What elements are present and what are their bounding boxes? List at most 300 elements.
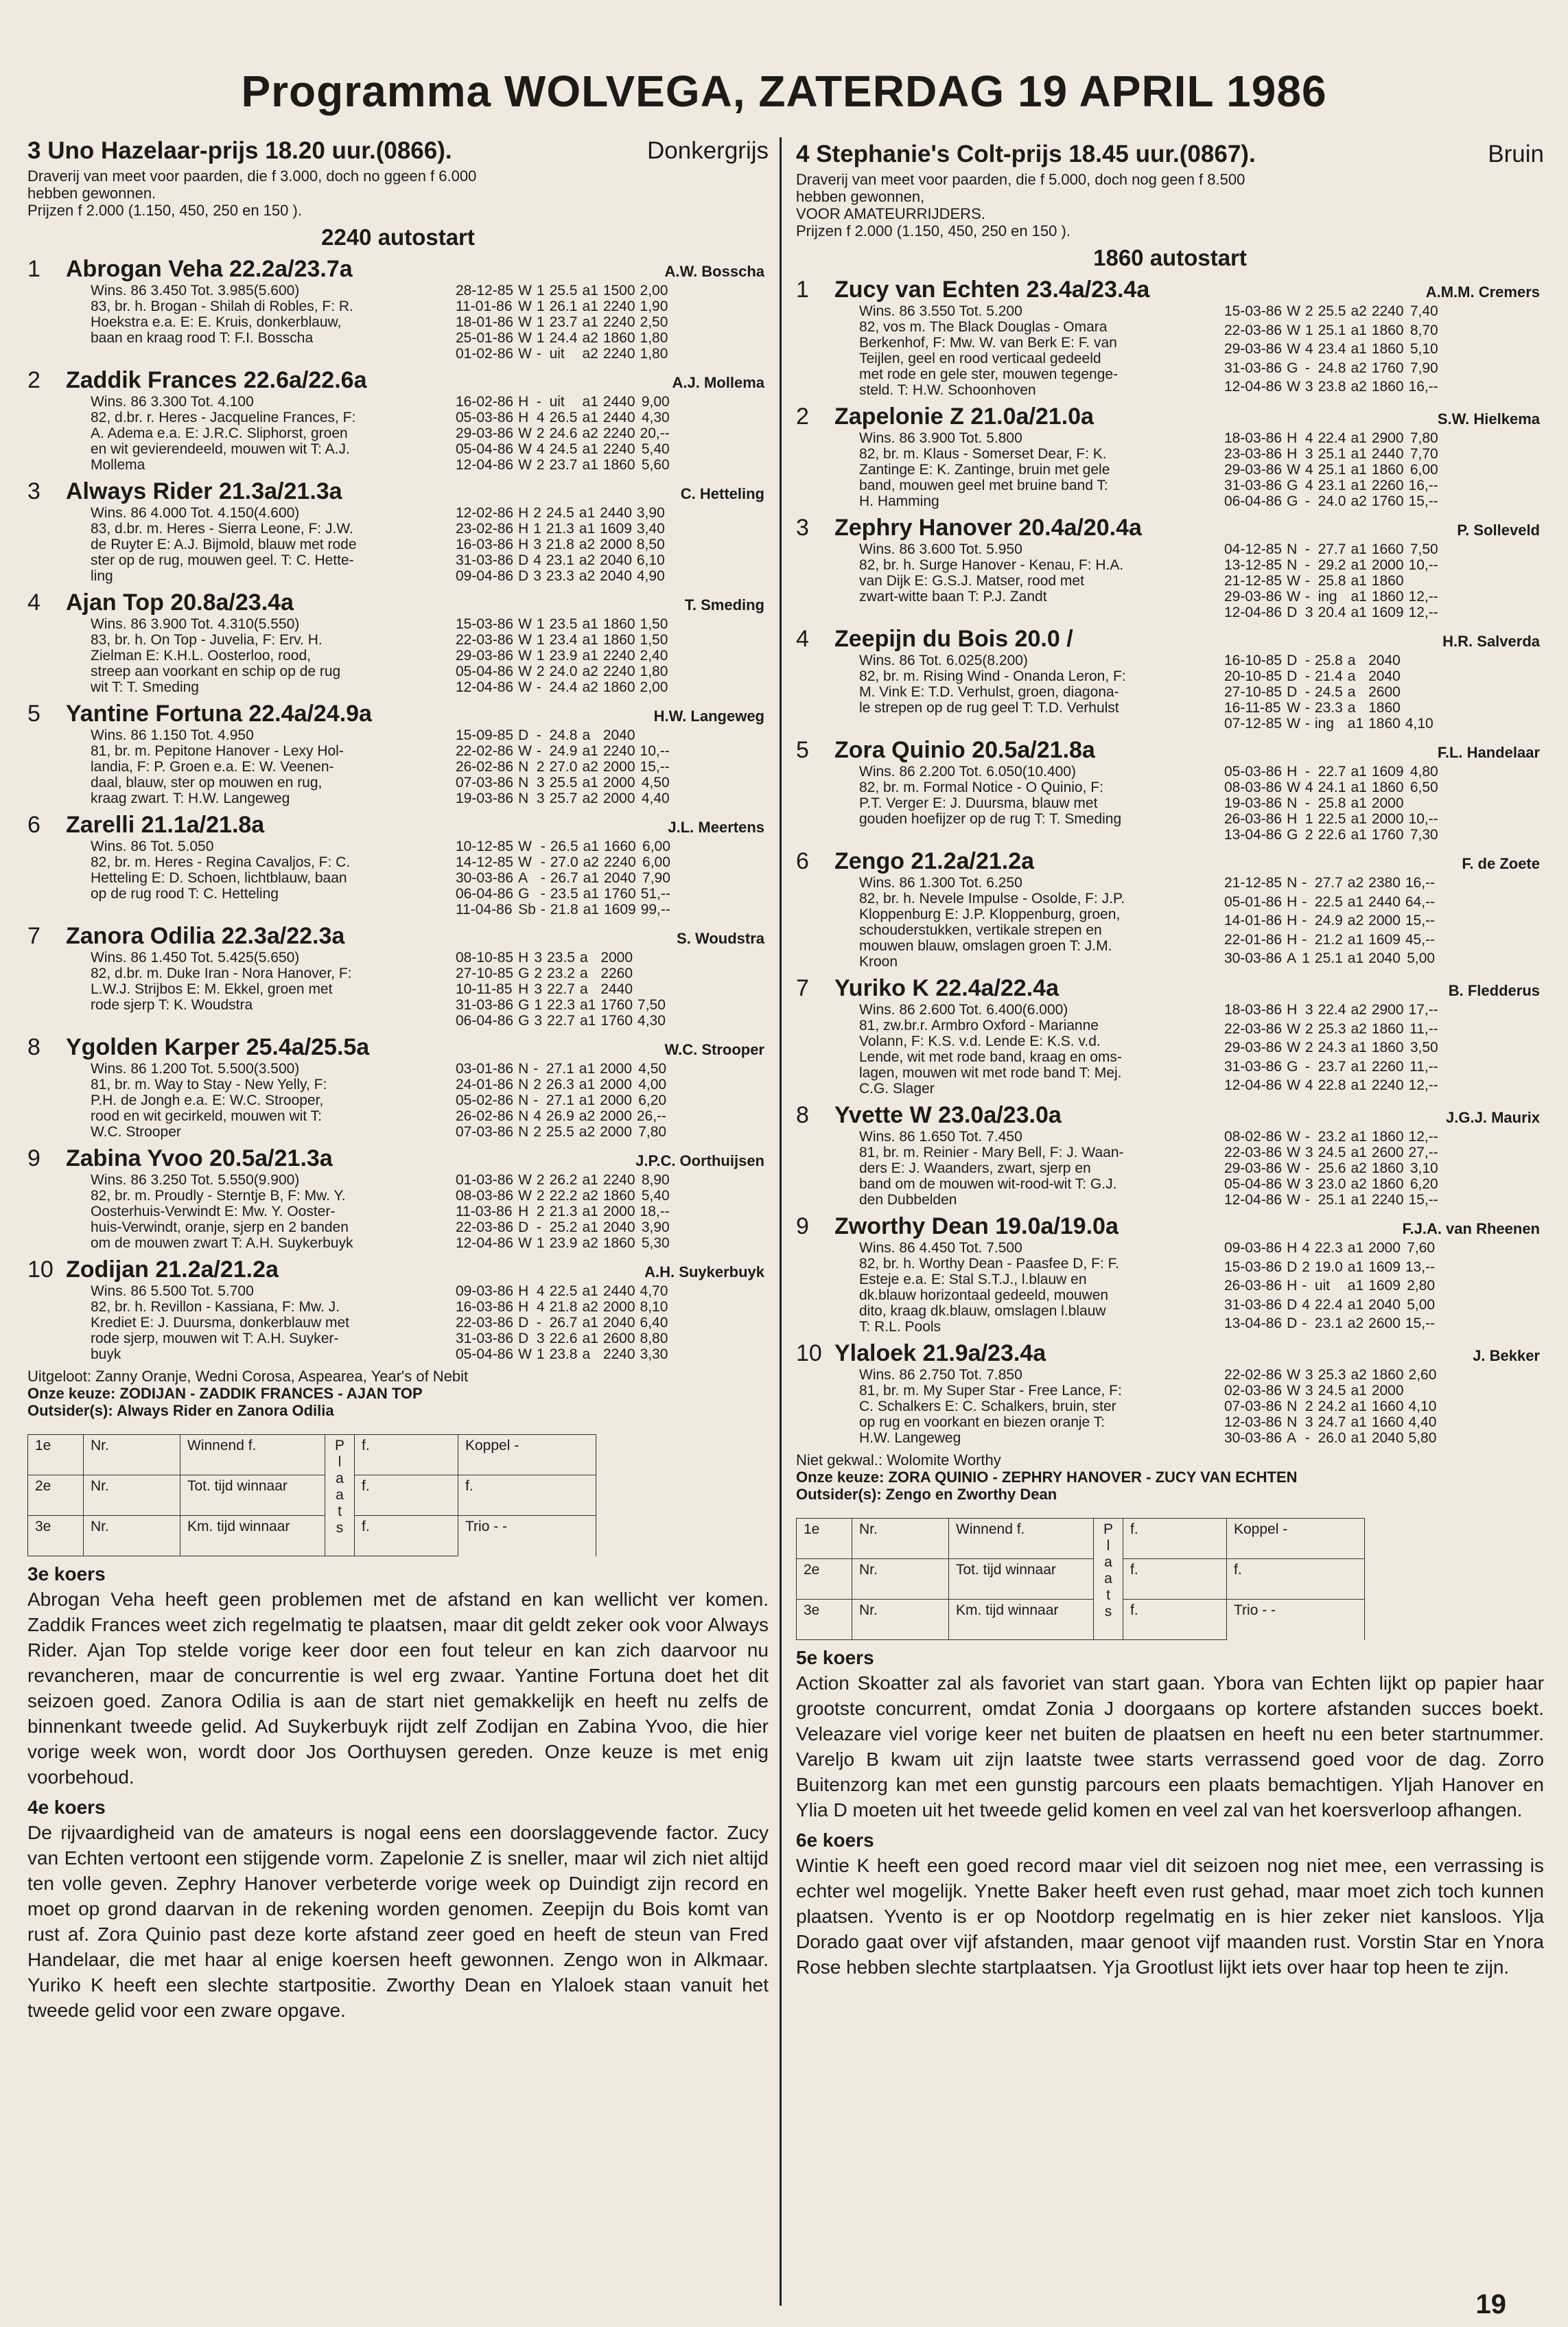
performance-cell: 09-03-86 [1224,1240,1283,1256]
performance-cell: 31-03-86 [1224,1058,1283,1075]
performance-cell: 3,10 [1409,1160,1438,1176]
result-nr: Nr. [852,1519,949,1559]
performance-cell: a2 [582,1188,598,1204]
performance-cell: 10,-- [1408,557,1438,573]
performance-table [456,283,672,362]
performance-cell: W [1287,589,1300,605]
horse-trainer: C. Hetteling [680,485,764,502]
performance-cell: 1 [536,1346,545,1362]
performance-cell: 7,60 [1407,1240,1436,1256]
performance-cell: 26.5 [550,839,578,854]
performance-cell: W [518,1172,532,1188]
performance-cell: 3 [1304,379,1313,395]
performance-cell: 24.5 [546,505,574,521]
horse-info-line: 83, br. h. Brogan - Shilah di Robles, F: R. [91,299,353,314]
horse-entry [796,277,1544,398]
performance-cell: a1 [1350,478,1367,493]
performance-cell: a1 [582,283,598,299]
performance-cell: 12-04-86 [1224,1192,1283,1208]
extras-label: Outsider(s): [796,1486,886,1503]
performance-cell: 21-12-85 [1224,573,1283,589]
horse-info-line: Wins. 86 3.300 Tot. 4.100 [91,394,254,410]
performance-cell: 1660 [1371,1414,1404,1430]
performance-cell: - [1304,764,1310,780]
horse-number: 7 [796,975,809,1001]
performance-cell: 1860 [1371,322,1404,338]
commentary-text: De rijvaardigheid van de amateurs is nogal eens een doorslaggevende factor. Zucy van Echten vertoont een stijgende vorm. Zapelonie Z is sneller, maar wil zich niet altijd ten volle geven. Zephry Hanover verbeterde vorige week op Duindigt zijn record en moet op grond daarvan in de rekening worden genomen. Zeepijn du Bois komt van rust af. Zora Quinio past deze korte afstand zeer goed en heeft de steun van Fred Handelaar, die met haar al enige koersen heeft gewonnen. Zengo won in Alkmaar. Yuriko K heeft een slechte startpositie. Zworthy Dean en Ylaloek staan vanuit het tweede gelid voor een zware opgave. [27,1822,769,2021]
horse-header [27,589,769,616]
performance-row [456,1346,672,1362]
performance-cell: 2380 [1368,875,1401,891]
performance-cell: G [518,886,530,902]
performance-cell: a1 [1347,1278,1364,1294]
performance-row [1224,1315,1440,1335]
performance-cell: 5,60 [641,457,670,473]
performance-cell: 31-03-86 [1224,478,1283,493]
performance-row [1224,430,1443,446]
performance-cell: a1 [1350,827,1367,843]
horse-header [796,1340,1544,1367]
horse-entry [796,737,1544,843]
performance-cell: 22.7 [547,981,575,997]
extras-line [796,1486,1544,1503]
performance-cell: 2440 [1371,446,1404,462]
performance-row [1224,1383,1441,1399]
performance-cell: 3 [1304,1383,1313,1399]
horse-info-line: Krediet E: J. Duursma, donkerblauw met [91,1315,349,1331]
horse-info-line: 82, br. m. Klaus - Somerset Dear, F: K. [859,446,1107,462]
performance-cell: 1860 [1368,700,1401,716]
performance-row [456,537,670,552]
horse-number: 1 [27,256,40,282]
performance-cell: D [518,727,529,743]
performance-cell: 1860 [1371,589,1404,605]
performance-cell: 3 [533,568,541,584]
performance-cell: 25.5 [549,283,578,299]
performance-cell: - [1304,668,1310,684]
performance-row [1224,913,1440,932]
performance-cell: 29-03-86 [1224,1040,1283,1056]
performance-cell: a2 [1350,1002,1367,1018]
performance-cell: 4,40 [1408,1414,1437,1430]
performance-cell: 12-04-86 [1224,1077,1283,1094]
horse-info-line: Wins. 86 3.600 Tot. 5.950 [859,541,1022,557]
performance-row [456,1283,672,1299]
horse-entry [796,515,1544,620]
performance-cell: 3 [1304,1176,1313,1192]
performance-cell: - [536,743,541,759]
horse-body [91,1283,769,1362]
performance-row [456,283,672,299]
performance-cell: D [1287,653,1298,668]
result-right: Koppel - [458,1435,596,1475]
page-number: 19 [1475,2289,1506,2319]
performance-row [1224,323,1443,342]
performance-cell: 25.8 [1314,653,1343,668]
performance-cell: - [1302,1278,1307,1294]
performance-row [1224,875,1440,894]
performance-cell: 2 [536,1172,545,1188]
performance-cell: H [518,521,529,537]
performance-row [456,505,670,521]
horse-info [859,1240,1216,1335]
performance-row [1224,1192,1443,1208]
performance-cell: 2000 [1371,557,1404,573]
performance-cell: 3 [534,981,543,997]
horse-info-line: rode sjerp T: K. Woudstra [91,997,253,1013]
horse-info-line: streep aan voorkant en schip op de rug [91,664,341,679]
performance-cell: - [536,679,541,695]
result-place: 1e [797,1519,852,1559]
result-label: Winnend f. [949,1519,1094,1559]
performance-cell: 23.9 [549,648,578,664]
performance-cell: a1 [1350,1058,1367,1075]
performance-cell: 2 [533,1077,541,1092]
performance-cell: W [518,1235,532,1251]
performance-cell: 1 [533,521,541,537]
performance-cell: 2240 [602,314,635,330]
performance-cell: 2440 [602,410,635,425]
performance-cell: N [1287,541,1298,557]
performance-row [1224,1278,1440,1297]
performance-cell: 24.2 [1318,1399,1346,1414]
performance-cell: 07-03-86 [456,1124,514,1140]
performance-cell: 7,90 [1409,360,1438,376]
plaats-letter: a [1104,1554,1112,1570]
horse-info-line: 83, br. h. On Top - Juvelia, F: Erv. H. [91,632,323,648]
performance-cell: a2 [1350,1367,1367,1383]
performance-cell: 8,10 [640,1299,668,1315]
performance-cell: G [1287,478,1298,493]
result-label: Tot. tijd winnaar [180,1475,325,1516]
horse-number: 3 [796,515,809,541]
performance-row [456,552,670,568]
performance-cell: 21.8 [550,902,578,917]
result-right: f. [458,1475,596,1516]
performance-cell: 16,-- [1408,478,1438,493]
performance-row [456,902,675,917]
performance-cell: 3,30 [640,1346,668,1362]
horse-info [91,394,447,473]
horse-entry [27,701,769,806]
performance-cell: 24.1 [1318,780,1346,795]
horse-body [91,1172,769,1251]
performance-cell: 25.1 [1314,950,1343,967]
horse-body [859,541,1544,620]
extras-label: Niet gekwal.: [796,1451,887,1469]
performance-cell: 16-11-85 [1224,700,1281,716]
performance-cell: 23.1 [546,552,574,568]
performance-cell: 20.4 [1318,605,1346,620]
performance-cell: - [540,839,546,854]
horse-name: Zabina Yvoo 20.5a/21.3a [66,1145,333,1171]
performance-cell: 2040 [600,552,632,568]
result-f: f. [355,1435,458,1475]
performance-cell: a [1347,684,1356,700]
performance-row [456,521,670,537]
performance-cell: 1860 [1371,1176,1404,1192]
performance-cell: H [518,1299,529,1315]
horse-info-line: 82, br. m. Proudly - Sterntje B, F: Mw. Y. [91,1188,346,1204]
performance-cell: 29-03-86 [1224,462,1283,478]
performance-cell: 1609 [1368,1278,1401,1294]
performance-cell: 3 [1304,1414,1313,1430]
performance-cell: a1 [583,902,599,917]
performance-cell [1409,1383,1442,1399]
performance-cell: 6,00 [1409,462,1438,478]
horse-body [91,1061,769,1140]
horse-trainer: T. Smeding [684,596,764,613]
performance-cell: a2 [1350,360,1367,376]
performance-cell: 5,00 [1407,950,1436,967]
performance-cell: 23.4 [549,632,578,648]
performance-cell: 6,40 [640,1315,668,1331]
performance-cell: a1 [582,394,598,410]
performance-cell: 2 [1304,1040,1313,1056]
extras-line [27,1402,769,1419]
performance-row [456,425,675,441]
performance-cell: 14-12-85 [456,854,514,870]
horse-name: Zephry Hanover 20.4a/20.4a [834,515,1142,541]
performance-cell: a1 [583,870,599,886]
performance-cell: a2 [1350,1176,1367,1192]
plaats-letter: t [338,1504,342,1519]
horse-info-line: met rode en gele ster, mouwen tegenge- [859,366,1119,382]
performance-cell: 19.0 [1314,1259,1343,1275]
performance-cell: 4 [533,552,541,568]
performance-cell: 12-04-86 [456,679,514,695]
performance-cell: W [518,616,532,632]
performance-cell: 01-02-86 [456,346,514,362]
performance-cell: a1 [1350,589,1367,605]
horse-info-line: 81, br. m. My Super Star - Free Lance, F: [859,1383,1122,1399]
horse-name: Yvette W 23.0a/23.0a [834,1102,1062,1128]
performance-row [456,616,672,632]
performance-cell: 11-01-86 [456,299,513,314]
performance-cell: 08-03-86 [456,1188,514,1204]
performance-cell: 4,90 [636,568,665,584]
performance-cell: a [582,1346,591,1362]
performance-cell: a1 [582,457,598,473]
performance-cell: 29.2 [1318,557,1346,573]
horse-info-line: Kroon [859,954,898,970]
performance-cell: 2240 [602,346,635,362]
result-label: Km. tijd winnaar [949,1600,1094,1640]
commentary-heading: 6e koers [796,1829,874,1851]
result-f: f. [1123,1559,1227,1600]
performance-cell: a1 [1350,1040,1367,1056]
performance-cell: A [1287,1430,1297,1446]
horse-info-line: den Dubbelden [859,1192,957,1208]
extras-line [27,1385,769,1402]
performance-cell: 1,50 [640,616,668,632]
performance-cell: 05-04-86 [456,664,514,679]
performance-table [456,727,675,806]
performance-cell: 25.8 [1318,795,1346,811]
performance-cell: 16,-- [1408,379,1438,395]
performance-cell: 26.7 [549,1315,578,1331]
performance-cell: a2 [1347,875,1364,891]
performance-cell: 05-04-86 [1224,1176,1283,1192]
performance-cell: a2 [578,552,596,568]
performance-cell: uit [549,346,565,362]
performance-cell: 1860 [1371,1367,1404,1383]
performance-row [1224,541,1443,557]
performance-row [456,886,675,902]
performance-cell: W [518,330,532,346]
performance-cell: 24.9 [549,743,578,759]
result-nr: Nr. [84,1475,180,1516]
performance-cell: N [1287,795,1298,811]
race-distance: 1860 autostart [1093,245,1247,270]
performance-cell: 3,40 [636,521,665,537]
horse-trainer: P. Solleveld [1457,522,1540,539]
performance-row [456,791,675,806]
performance-cell: 27.7 [1318,541,1346,557]
performance-row [456,1331,672,1346]
performance-cell: 22.5 [549,1283,578,1299]
performance-cell: 05-04-86 [456,441,514,457]
performance-cell: 25.3 [1318,1020,1346,1037]
performance-cell: a1 [578,521,596,537]
result-nr: Nr. [84,1435,180,1475]
plaats-letter: a [1104,1571,1112,1587]
commentary-text: Action Skoatter zal als favoriet van start gaan. Ybora van Echten lijkt op papier haar grootste concurrent, omdat Zonia J doorgaans op kortere afstanden succes boekt. Veleazare viel vorige keer net buiten de plaatsen en heeft nu een beter startnummer. Vareljo B kwam uit zijn laatste twee starts verrassend goed voor de dag. Zorro Buitenzorg kan met een gunstig parcours een plaats bemachtigen. Yljah Hanover en Ylia D moeten uit het tweede gelid komen en veel zal van het koersverloop afhangen. [796,1672,1544,1821]
performance-row [456,775,675,791]
horse-trainer: F.L. Handelaar [1437,744,1540,761]
performance-cell: a2 [582,664,598,679]
result-f: f. [1123,1519,1227,1559]
performance-cell: 25.5 [1318,303,1346,319]
performance-cell: 2440 [600,981,633,997]
performance-cell: 4,50 [638,1061,667,1077]
performance-cell: 1860 [1371,1020,1404,1037]
horse-body [859,764,1544,843]
performance-cell: 27.0 [550,854,578,870]
performance-row [1224,303,1443,323]
plaats-label [325,1435,355,1556]
performance-cell: a1 [582,1331,598,1346]
performance-cell: a [579,981,588,997]
horse-info-line: 82, vos m. The Black Douglas - Omara [859,319,1108,335]
performance-cell: N [518,1077,529,1092]
horse-info [859,1002,1216,1097]
performance-cell: - [536,394,541,410]
race-title: 4 Stephanie's Colt-prijs 18.45 uur.(0867). [796,141,1256,167]
performance-cell: - [1304,700,1310,716]
performance-row [1224,894,1440,913]
performance-cell: - [1304,1430,1310,1446]
horse-info [859,541,1216,620]
horse-info-line: ders E: J. Waanders, zwart, sjerp en [859,1160,1091,1176]
performance-cell: 21.8 [546,537,574,552]
right-column [796,141,1544,1980]
performance-cell: 24.6 [549,425,578,441]
performance-cell: 2000 [600,1077,632,1092]
performance-cell: H [1287,1278,1298,1294]
performance-cell: 1860 [602,679,635,695]
performance-cell: W [1287,462,1300,478]
performance-cell: ing [1318,589,1337,605]
performance-cell: 08-02-86 [1224,1129,1283,1145]
commentary-heading: 3e koers [27,1563,106,1585]
horse-body [859,653,1544,732]
extras-value: ZODIJAN - ZADDIK FRANCES - AJAN TOP [119,1385,423,1402]
performance-cell: uit [1314,1278,1331,1294]
performance-cell: D [518,552,529,568]
performance-cell: a1 [1347,893,1364,910]
condition-line: hebben gewonnen, [796,188,925,205]
performance-cell: 26.0 [1318,1430,1346,1446]
performance-row [1224,1077,1443,1097]
horse-trainer: J.G.J. Maurix [1446,1109,1540,1126]
horse-name: Ylaloek 21.9a/23.4a [834,1340,1046,1366]
performance-cell: a1 [1350,322,1367,338]
performance-cell: a1 [582,632,598,648]
performance-row [456,394,675,410]
performance-cell [1405,684,1438,700]
performance-cell: 1760 [1371,493,1404,509]
performance-cell [1405,700,1438,716]
result-row [797,1600,1365,1640]
horse-name: Yantine Fortuna 22.4a/24.9a [66,701,372,727]
performance-cell: 12,-- [1408,1077,1438,1094]
horse-info-line: op rug en voorkant en biezen oranje T: [859,1414,1105,1430]
performance-cell: a [579,966,588,981]
performance-cell: 2040 [603,870,636,886]
result-table [27,1434,596,1556]
performance-cell: W [1287,1040,1300,1056]
performance-cell: 4 [536,441,545,457]
condition-line: Prijzen f 2.000 (1.150, 450, 250 en 150 ). [27,202,302,219]
horse-name: Zeepijn du Bois 20.0 / [834,626,1073,652]
extras-value: Zengo en Zworthy Dean [885,1486,1057,1503]
performance-cell: - [1304,795,1310,811]
performance-cell: 3 [1304,1002,1313,1018]
performance-cell: 3 [533,537,541,552]
performance-cell: 26,-- [636,1108,667,1124]
performance-cell: a1 [1350,1430,1367,1446]
horse-body [91,394,769,473]
horse-info-line: band, mouwen geel met bruine band T: [859,478,1108,493]
race-color: Bruin [1488,141,1544,167]
performance-cell: 2,00 [640,283,668,299]
horse-name: Zapelonie Z 21.0a/21.0a [834,404,1094,430]
performance-cell: 15,-- [1405,1315,1436,1332]
performance-cell: a1 [1347,1296,1364,1313]
performance-row [1224,573,1443,589]
left-column [27,137,769,2023]
performance-cell: 2000 [600,950,633,966]
performance-cell: 1860 [1371,573,1404,589]
performance-cell: 22-03-86 [1224,1020,1283,1037]
horse-trainer: H.W. Langeweg [653,708,764,725]
performance-row [456,632,672,648]
result-row [28,1475,596,1516]
performance-cell: 27-10-85 [456,966,514,981]
horse-info-line: Berkenhof, F: Mw. W. van Berk E: F. van [859,335,1117,351]
performance-cell: 20,-- [640,425,670,441]
performance-table [456,1061,671,1140]
performance-cell: A [1287,950,1297,967]
horse-info [91,1172,447,1251]
performance-cell: - [536,1219,541,1235]
performance-row [456,648,672,664]
performance-cell: 20-10-85 [1224,668,1283,684]
performance-cell: - [1304,1058,1310,1075]
performance-cell: W [518,314,532,330]
horse-number: 3 [27,478,40,504]
